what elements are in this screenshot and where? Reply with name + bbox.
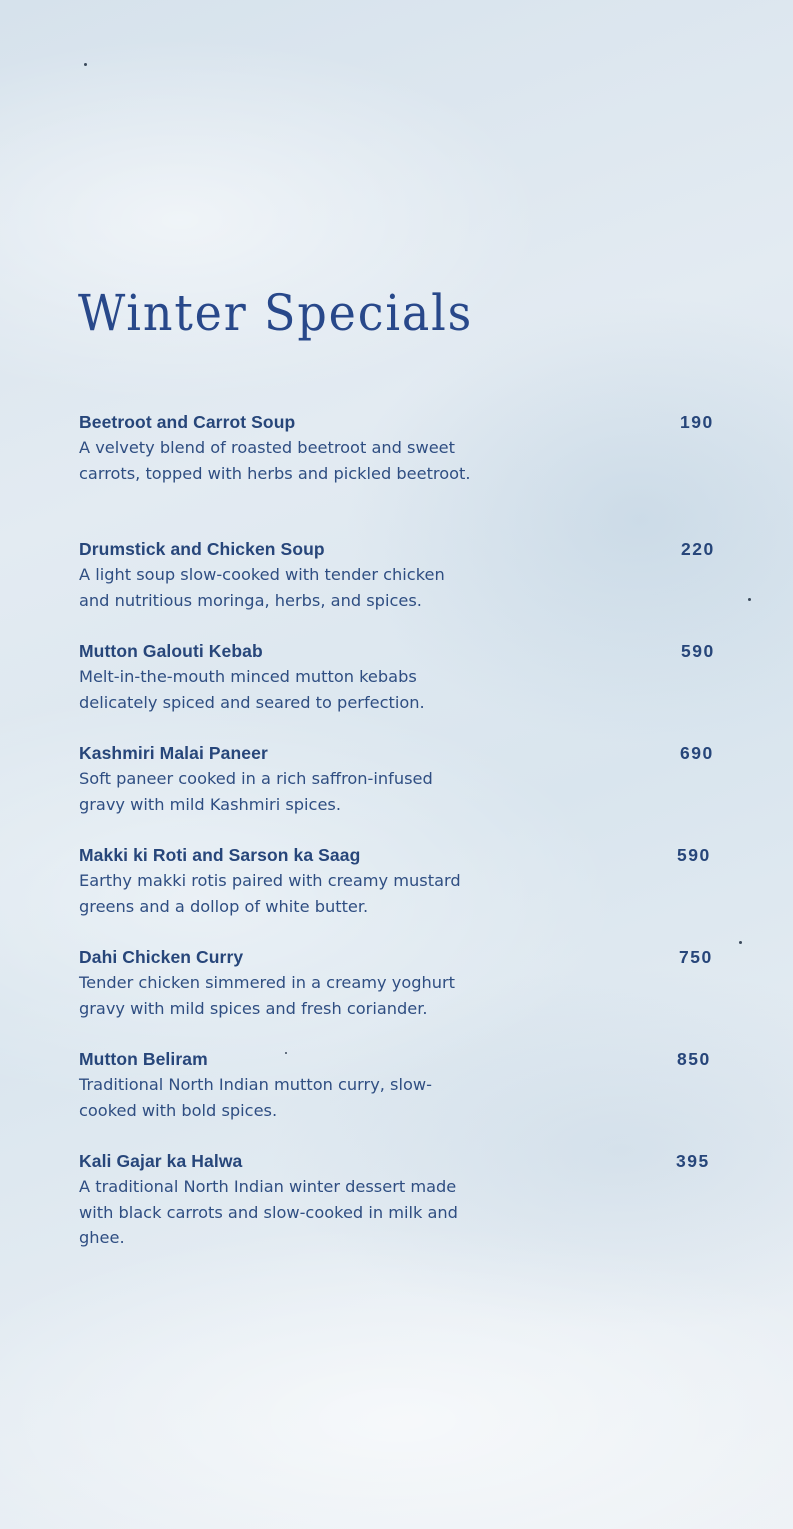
item-name: Kashmiri Malai Paneer xyxy=(79,743,268,763)
menu-item xyxy=(79,638,739,715)
item-name: Drumstick and Chicken Soup xyxy=(79,539,325,559)
item-name: Mutton Beliram xyxy=(79,1049,208,1069)
item-description: A velvety blend of roasted beetroot and sweet carrots, topped with herbs and pickled beetroot. xyxy=(79,438,471,483)
menu-item xyxy=(79,842,739,919)
background-speck xyxy=(748,598,751,601)
menu-item xyxy=(79,1046,739,1123)
item-name: Makki ki Roti and Sarson ka Saag xyxy=(79,845,361,865)
item-price: 590 xyxy=(681,641,715,661)
item-price: 190 xyxy=(680,412,714,432)
menu-item xyxy=(79,409,739,486)
background-speck xyxy=(84,63,87,66)
background-speck xyxy=(739,941,742,944)
item-price: 850 xyxy=(677,1049,711,1069)
item-name: Beetroot and Carrot Soup xyxy=(79,412,296,432)
menu-item xyxy=(79,944,739,1021)
item-price: 395 xyxy=(676,1151,710,1171)
item-price: 690 xyxy=(680,743,714,763)
item-description: A traditional North Indian winter dessert made with black carrots and slow-cooked in milk and ghee. xyxy=(79,1177,458,1248)
item-price: 750 xyxy=(679,947,713,967)
item-description: Traditional North Indian mutton curry, slow-cooked with bold spices. xyxy=(79,1075,432,1120)
item-description: Soft paneer cooked in a rich saffron-infused gravy with mild Kashmiri spices. xyxy=(79,769,433,814)
item-description: A light soup slow-cooked with tender chicken and nutritious moringa, herbs, and spices. xyxy=(79,565,445,610)
menu-item xyxy=(79,536,739,613)
menu-item xyxy=(79,1148,739,1251)
menu-item xyxy=(79,740,739,817)
item-price: 590 xyxy=(677,845,711,865)
item-name: Mutton Galouti Kebab xyxy=(79,641,263,661)
item-name: Dahi Chicken Curry xyxy=(79,947,244,967)
item-description: Earthy makki rotis paired with creamy mustard greens and a dollop of white butter. xyxy=(79,871,461,916)
item-description: Tender chicken simmered in a creamy yoghurt gravy with mild spices and fresh coriander. xyxy=(79,973,456,1018)
item-description: Melt-in-the-mouth minced mutton kebabs delicately spiced and seared to perfection. xyxy=(79,667,425,712)
page-title: Winter Specials xyxy=(78,284,474,342)
item-name: Kali Gajar ka Halwa xyxy=(79,1151,243,1171)
item-price: 220 xyxy=(681,539,715,559)
